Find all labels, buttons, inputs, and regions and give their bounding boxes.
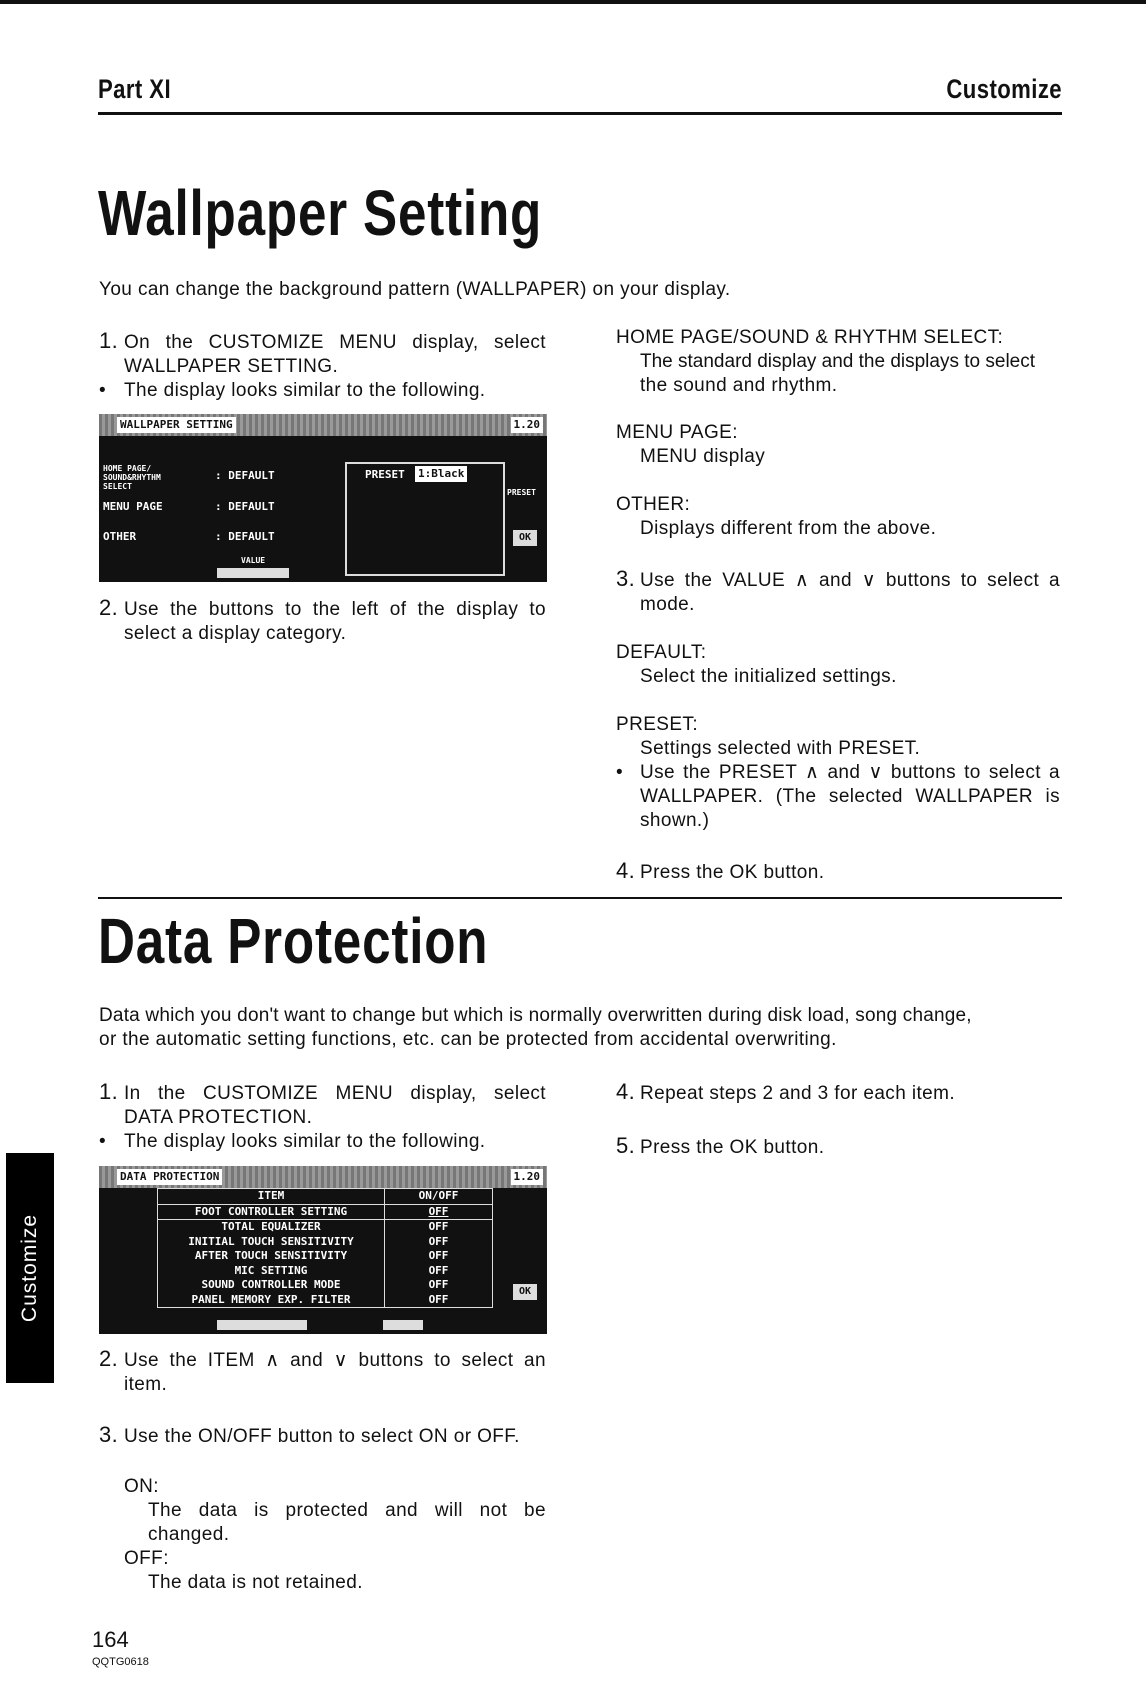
row3-value: : DEFAULT bbox=[215, 530, 275, 543]
wp-step2-num: 2. bbox=[99, 595, 119, 620]
default-desc: Select the initialized settings. bbox=[640, 666, 897, 687]
wp-step3-line2: mode. bbox=[640, 594, 695, 615]
doc-code: QQTG0618 bbox=[92, 1656, 149, 1668]
dp-step2-line2: item. bbox=[124, 1374, 168, 1395]
protection-title: Data Protection bbox=[98, 905, 489, 977]
table-row bbox=[158, 1264, 493, 1279]
part-label: Part XI bbox=[98, 74, 172, 104]
other-desc: Displays different from the above. bbox=[640, 518, 937, 539]
home-label: HOME PAGE/SOUND & RHYTHM SELECT: bbox=[616, 327, 1004, 348]
off-desc: The data is not retained. bbox=[148, 1572, 363, 1593]
preset-mode-label: PRESET: bbox=[616, 714, 698, 735]
preset-value: 1:Black bbox=[415, 466, 467, 482]
wallpaper-display bbox=[99, 414, 547, 582]
onoff-cell: OFF bbox=[385, 1293, 493, 1308]
table-row bbox=[158, 1220, 493, 1235]
wp-step1-num: 1. bbox=[99, 328, 119, 353]
onoff-button bbox=[383, 1320, 423, 1330]
menu-label: MENU PAGE: bbox=[616, 422, 738, 443]
wp-step3-num: 3. bbox=[616, 566, 636, 591]
menu-desc: MENU display bbox=[640, 446, 766, 467]
home-line1: The standard display and the displays to select bbox=[640, 351, 1036, 372]
row3-label: OTHER bbox=[103, 530, 137, 543]
ok-button: OK bbox=[513, 530, 537, 546]
item-cell: INITIAL TOUCH SENSITIVITY bbox=[158, 1235, 385, 1250]
preset-bullet: • bbox=[616, 762, 624, 783]
dp-step1-num: 1. bbox=[99, 1079, 119, 1104]
dp-step5: Press the OK button. bbox=[640, 1137, 825, 1158]
preset-b1: Use the PRESET ∧ and ∨ buttons to select a bbox=[640, 762, 1060, 783]
preset-small-label: PRESET bbox=[507, 488, 536, 497]
dp-step2-num: 2. bbox=[99, 1346, 119, 1371]
row1-label: HOME PAGE/ SOUND&RHYTHM SELECT bbox=[103, 464, 161, 491]
dp-step4-num: 4. bbox=[616, 1079, 636, 1104]
item-cell: SOUND CONTROLLER MODE bbox=[158, 1278, 385, 1293]
wp-step1-line1: On the CUSTOMIZE MENU display, select bbox=[124, 332, 546, 353]
wallpaper-title: Wallpaper Setting bbox=[98, 177, 543, 249]
dp-bullet: • bbox=[99, 1131, 107, 1152]
wp-bullet: • bbox=[99, 380, 107, 401]
wp-step2-line2: select a display category. bbox=[124, 623, 347, 644]
display-page: 1.20 bbox=[511, 417, 544, 433]
preset-b2: WALLPAPER. (The selected WALLPAPER is bbox=[640, 786, 1060, 807]
onoff-cell: OFF bbox=[385, 1278, 493, 1293]
off-label: OFF: bbox=[124, 1548, 169, 1569]
dp-step2-line1: Use the ITEM ∧ and ∨ buttons to select an bbox=[124, 1350, 546, 1371]
item-cell: FOOT CONTROLLER SETTING bbox=[158, 1204, 385, 1220]
page-number: 164 bbox=[92, 1627, 129, 1652]
protection-intro-line2: or the automatic setting functions, etc. can be protected from accidental overwriting. bbox=[99, 1029, 837, 1050]
col-item-header: ITEM bbox=[158, 1189, 385, 1205]
preset-mode-desc: Settings selected with PRESET. bbox=[640, 738, 921, 759]
ok-button: OK bbox=[513, 1284, 537, 1300]
home-line2: the sound and rhythm. bbox=[640, 375, 838, 396]
display-title: DATA PROTECTION bbox=[117, 1169, 222, 1185]
row2-label: MENU PAGE bbox=[103, 500, 163, 513]
preset-label: PRESET bbox=[365, 468, 405, 481]
item-cell: PANEL MEMORY EXP. FILTER bbox=[158, 1293, 385, 1308]
dp-step3: Use the ON/OFF button to select ON or OFF. bbox=[124, 1426, 520, 1447]
onoff-cell: OFF bbox=[385, 1249, 493, 1264]
protection-table bbox=[157, 1188, 493, 1308]
display-page: 1.20 bbox=[511, 1169, 544, 1185]
wp-step1-line2: WALLPAPER SETTING. bbox=[124, 356, 339, 377]
dp-step1-line1: In the CUSTOMIZE MENU display, select bbox=[124, 1083, 546, 1104]
wp-step4-num: 4. bbox=[616, 858, 636, 883]
wp-step4: Press the OK button. bbox=[640, 862, 825, 883]
item-cell: MIC SETTING bbox=[158, 1264, 385, 1279]
table-row bbox=[158, 1204, 493, 1220]
protection-display bbox=[99, 1166, 547, 1334]
table-row bbox=[158, 1278, 493, 1293]
side-tab bbox=[6, 1153, 54, 1383]
dp-step5-num: 5. bbox=[616, 1133, 636, 1158]
default-label: DEFAULT: bbox=[616, 642, 707, 663]
wp-step3-line1: Use the VALUE ∧ and ∨ buttons to select a bbox=[640, 570, 1060, 591]
on-label: ON: bbox=[124, 1476, 159, 1497]
wp-step2-line1: Use the buttons to the left of the display to bbox=[124, 599, 546, 620]
on-line2: changed. bbox=[148, 1524, 230, 1545]
row1-value: : DEFAULT bbox=[215, 469, 275, 482]
table-row bbox=[158, 1235, 493, 1250]
top-border bbox=[0, 0, 1146, 4]
value-label: VALUE bbox=[241, 556, 266, 565]
item-cell: TOTAL EQUALIZER bbox=[158, 1220, 385, 1235]
side-tab-label: Customize bbox=[18, 1213, 41, 1323]
table-header-row bbox=[158, 1189, 493, 1205]
value-buttons bbox=[217, 568, 289, 578]
table-row bbox=[158, 1293, 493, 1308]
dp-step3-num: 3. bbox=[99, 1422, 119, 1447]
display-title: WALLPAPER SETTING bbox=[117, 417, 236, 433]
wp-step1-bullet: The display looks similar to the following. bbox=[124, 380, 486, 401]
item-buttons bbox=[217, 1320, 307, 1330]
section-rule bbox=[98, 897, 1062, 899]
col-onoff-header: ON/OFF bbox=[385, 1189, 493, 1205]
onoff-cell: OFF bbox=[385, 1220, 493, 1235]
section-label: Customize bbox=[946, 74, 1062, 104]
row2-value: : DEFAULT bbox=[215, 500, 275, 513]
onoff-cell: OFF bbox=[385, 1204, 493, 1220]
table-row bbox=[158, 1249, 493, 1264]
preset-b3: shown.) bbox=[640, 810, 710, 831]
wallpaper-intro: You can change the background pattern (WALLPAPER) on your display. bbox=[99, 279, 731, 300]
dp-step4: Repeat steps 2 and 3 for each item. bbox=[640, 1083, 956, 1104]
dp-step1-line2: DATA PROTECTION. bbox=[124, 1107, 313, 1128]
protection-intro-line1: Data which you don't want to change but which is normally overwritten during disk load, song change, bbox=[99, 1005, 972, 1026]
dp-step1-bullet: The display looks similar to the following. bbox=[124, 1131, 486, 1152]
onoff-cell: OFF bbox=[385, 1235, 493, 1250]
item-cell: AFTER TOUCH SENSITIVITY bbox=[158, 1249, 385, 1264]
other-label: OTHER: bbox=[616, 494, 691, 515]
on-line1: The data is protected and will not be bbox=[148, 1500, 546, 1521]
header-rule bbox=[98, 112, 1062, 115]
onoff-cell: OFF bbox=[385, 1264, 493, 1279]
